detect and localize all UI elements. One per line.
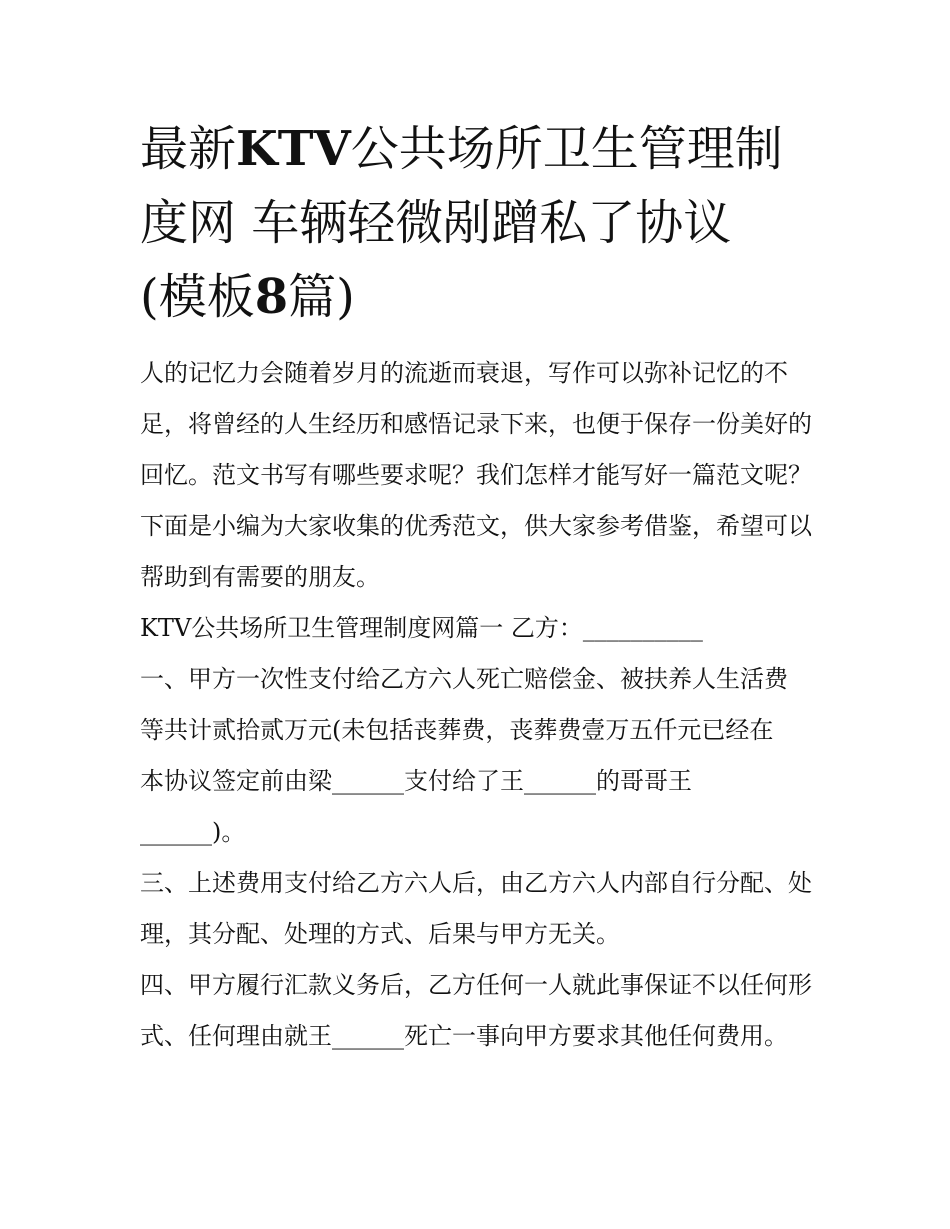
clause-1-line-4: ______)。	[140, 818, 246, 846]
clause-1-line-1: 一、甲方一次性支付给乙方六人死亡赔偿金、被扶养人生活费	[140, 665, 788, 693]
title-line-3: (模板8篇)	[140, 269, 355, 325]
document-page	[140, 112, 812, 1062]
clause-1-line-2: 等共计贰拾贰万元(未包括丧葬费，丧葬费壹万五仟元已经在	[140, 716, 774, 744]
title-line-2: 度网 车辆轻微剐蹭私了协议	[140, 195, 732, 251]
clause-1-line-3: 本协议签定前由梁______支付给了王______的哥哥王	[140, 767, 692, 795]
intro-paragraph: 人的记忆力会随着岁月的流逝而衰退，写作可以弥补记忆的不足，将曾经的人生经历和感悟记录下来，也便于保存一份美好的回忆。范文书写有哪些要求呢？我们怎样才能写好一篇范文呢？下面是小编为大家收集的优秀范文，供大家参考借鉴，希望可以帮助到有需要的朋友。	[140, 359, 812, 591]
document-title	[140, 112, 812, 334]
clause-3-paragraph: 三、上述费用支付给乙方六人后，由乙方六人内部自行分配、处理，其分配、处理的方式、后果与甲方无关。	[140, 869, 812, 948]
clause-4-paragraph: 四、甲方履行汇款义务后，乙方任何一人就此事保证不以任何形式、任何理由就王______死亡一事向甲方要求其他任何费用。	[140, 971, 812, 1050]
document-body	[140, 348, 812, 1062]
title-line-1: 最新KTV公共场所卫生管理制	[140, 121, 783, 177]
section-heading: KTV公共场所卫生管理制度网篇一 乙方：__________	[140, 614, 703, 642]
